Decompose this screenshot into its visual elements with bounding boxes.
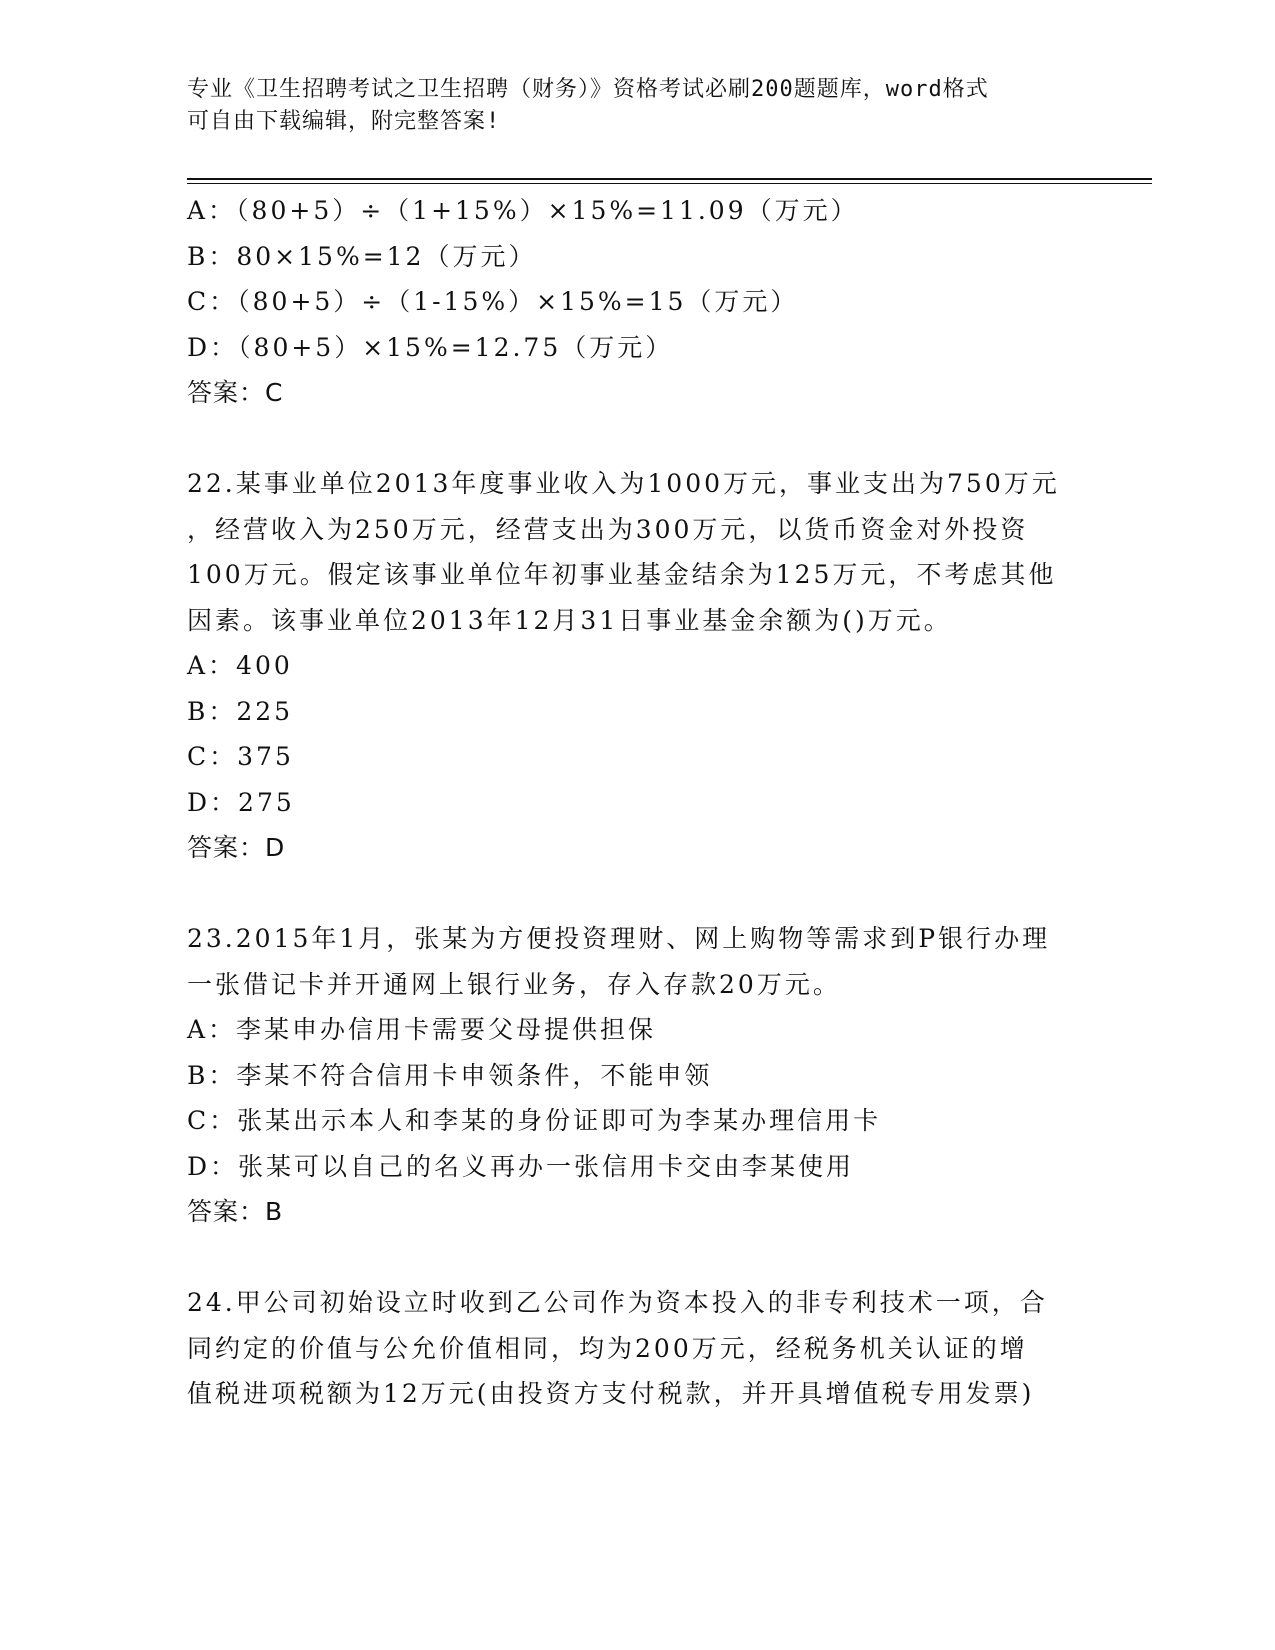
option-c: C：375 — [187, 742, 294, 771]
question-22 — [187, 461, 1117, 871]
option-a: A：李某申办信用卡需要父母提供担保 — [187, 1015, 657, 1044]
question-21 — [187, 188, 1117, 416]
header-divider-thick — [187, 178, 1152, 180]
header-line-2: 可自由下载编辑，附完整答案! — [187, 109, 501, 134]
spacer — [187, 871, 1117, 917]
option-c: C：张某出示本人和李某的身份证即可为李某办理信用卡 — [187, 1106, 882, 1135]
answer: 答案：C — [187, 378, 284, 407]
question-stem-line: 100万元。假定该事业单位年初事业基金结余为125万元，不考虑其他 — [187, 560, 1057, 589]
option-b: B：李某不符合信用卡申领条件，不能申领 — [187, 1060, 713, 1090]
answer: 答案：D — [187, 833, 286, 862]
option-d: D：张某可以自己的名义再办一张信用卡交由李某使用 — [187, 1151, 855, 1181]
header-line-1: 专业《卫生招聘考试之卫生招聘（财务）》资格考试必刷200题题库，word格式 — [187, 77, 989, 102]
spacer — [187, 1235, 1117, 1281]
question-stem-line: 值税进项税额为12万元(由投资方支付税款，并开具增值税专用发票) — [187, 1379, 1035, 1408]
question-stem-line: 24.甲公司初始设立时收到乙公司作为资本投入的非专利技术一项，合 — [187, 1288, 1048, 1317]
question-stem-line: 因素。该事业单位2013年12月31日事业基金余额为()万元。 — [187, 605, 952, 635]
option-b: B：80×15%=12（万元） — [187, 241, 537, 271]
question-content — [187, 188, 1117, 1417]
spacer — [187, 416, 1117, 462]
question-stem-line: 同约定的价值与公允价值相同，均为200万元，经税务机关认证的增 — [187, 1333, 1028, 1363]
document-header — [187, 74, 1087, 138]
option-a: A：（80+5）÷（1+15%）×15%=11.09（万元） — [187, 196, 859, 225]
question-stem-line: 一张借记卡并开通网上银行业务，存入存款20万元。 — [187, 969, 841, 999]
option-a: A：400 — [187, 651, 293, 680]
option-d: D：275 — [187, 787, 295, 817]
question-23 — [187, 916, 1117, 1235]
question-stem-line: 23.2015年1月，张某为方便投资理财、网上购物等需求到P银行办理 — [187, 924, 1051, 953]
answer: 答案：B — [187, 1197, 284, 1226]
option-c: C：（80+5）÷（1-15%）×15%=15（万元） — [187, 287, 799, 316]
option-b: B：225 — [187, 696, 294, 726]
option-d: D：（80+5）×15%=12.75（万元） — [187, 332, 674, 362]
question-stem-line: 22.某事业单位2013年度事业收入为1000万元，事业支出为750万元 — [187, 469, 1060, 498]
question-24 — [187, 1280, 1117, 1417]
header-divider-thin — [187, 183, 1152, 184]
question-stem-line: ，经营收入为250万元，经营支出为300万元，以货币资金对外投资 — [187, 514, 1029, 544]
